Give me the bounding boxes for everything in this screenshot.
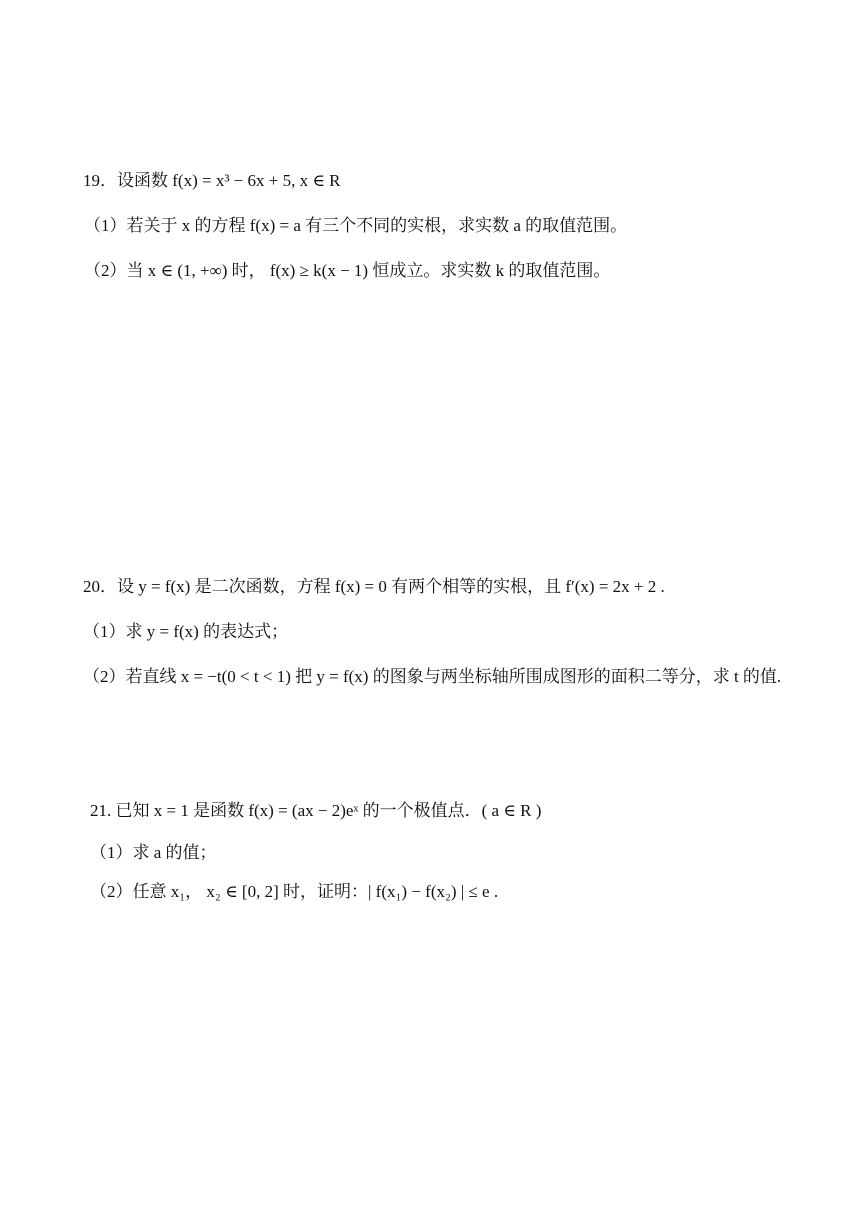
problem-20-title: 20．设 y = f(x) 是二次函数，方程 f(x) = 0 有两个相等的实根，且 f′(x) = 2x + 2 . (83, 577, 665, 596)
problem-19-title: 19．设函数 f(x) = x³ − 6x + 5, x ∈ R (83, 171, 341, 190)
problem-19-part-1: （1）若关于 x 的方程 f(x) = a 有三个不同的实根，求实数 a 的取值范围。 (84, 216, 628, 235)
problem-21-part-2: （2）任意 x₁， x₂ ∈ [0, 2] 时，证明：| f(x₁) − f(x₂) | ≤ e . (90, 882, 499, 901)
problem-20-part-1: （1）求 y = f(x) 的表达式； (83, 622, 289, 641)
problem-20-part-2: （2）若直线 x = −t(0 < t < 1) 把 y = f(x) 的图象与两坐标轴所围成图形的面积二等分，求 t 的值. (83, 667, 782, 686)
problem-19-part-2: （2）当 x ∈ (1, +∞) 时， f(x) ≥ k(x − 1) 恒成立。求实数 k 的取值范围。 (84, 261, 611, 280)
problem-21-part-1: （1）求 a 的值； (90, 843, 217, 862)
problem-21-title: 21. 已知 x = 1 是函数 f(x) = (ax − 2)eˣ 的一个极值点．( a ∈ R ) (90, 801, 542, 820)
